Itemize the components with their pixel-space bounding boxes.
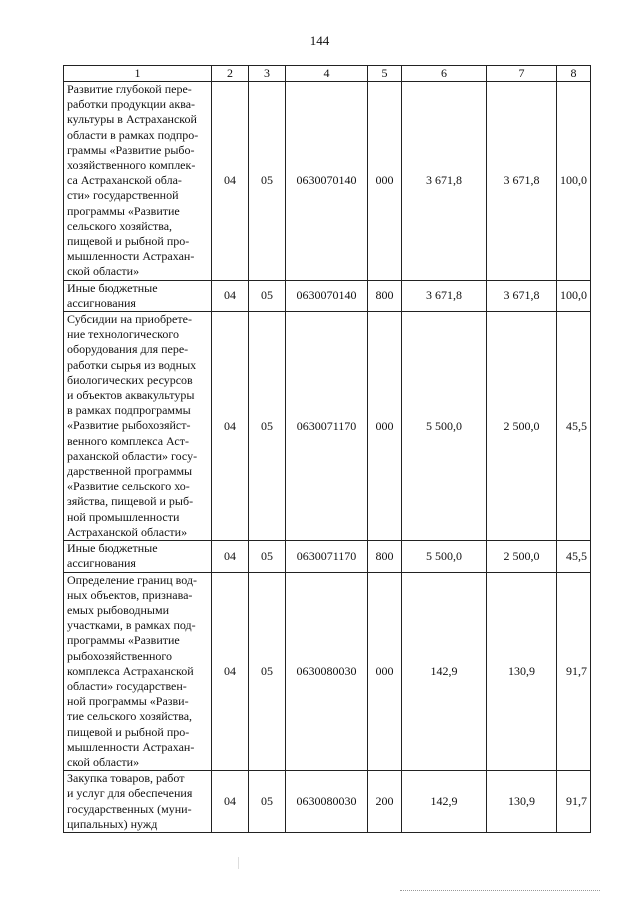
header-col-8: 8: [557, 66, 591, 82]
table-row: [64, 771, 591, 833]
row-executed: 2 500,0: [487, 541, 557, 572]
header-col-7: 7: [487, 66, 557, 82]
header-col-3: 3: [249, 66, 286, 82]
header-col-6: 6: [402, 66, 487, 82]
row-section: 04: [212, 82, 249, 281]
header-col-4: 4: [286, 66, 368, 82]
row-executed: 2 500,0: [487, 312, 557, 541]
row-percent: 91,7: [557, 771, 591, 833]
row-expense-type: 800: [368, 280, 402, 311]
row-executed: 3 671,8: [487, 82, 557, 281]
row-planned: 3 671,8: [402, 82, 487, 281]
row-section: 04: [212, 280, 249, 311]
row-subsection: 05: [249, 312, 286, 541]
header-col-2: 2: [212, 66, 249, 82]
row-planned: 142,9: [402, 771, 487, 833]
budget-table: [63, 65, 591, 833]
page-number: 144: [309, 33, 330, 48]
row-name: Развитие глубокой пере- работки продукции аква- культуры в Астраханской области в рамках подпро- граммы «Развитие рыбо- хозяйственного комплек- са Астраханской обла- сти» государственной программы «Развитие сельского хозяйства, пищевой и рыбной про- мышленности Астрахан- ской области»: [64, 82, 212, 281]
row-percent: 45,5: [557, 312, 591, 541]
row-percent: 91,7: [557, 572, 591, 771]
row-name: Определение границ вод- ных объектов, признава- емых рыбоводными участками, в рамках под- программы «Развитие рыбохозяйственного комплекса Астраханской области» государствен- ной программы «Разви- тие сельского хозяйства, пищевой и рыбной про- мышленности Астрахан- ской области»: [64, 572, 212, 771]
row-name: Иные бюджетные ассигнования: [64, 541, 212, 572]
row-name: Закупка товаров, работ и услуг для обеспечения государственных (муни- ципальных) нужд: [64, 771, 212, 833]
scan-artifact: [238, 857, 239, 869]
table-row: [64, 572, 591, 771]
scan-dotted-line: [400, 890, 600, 891]
row-expense-type: 000: [368, 82, 402, 281]
row-subsection: 05: [249, 541, 286, 572]
header-row: [64, 66, 591, 82]
row-target-article: 0630071170: [286, 541, 368, 572]
row-target-article: 0630071170: [286, 312, 368, 541]
row-subsection: 05: [249, 82, 286, 281]
row-subsection: 05: [249, 280, 286, 311]
row-section: 04: [212, 541, 249, 572]
header-col-1: 1: [64, 66, 212, 82]
table-row: [64, 82, 591, 281]
table-row: [64, 312, 591, 541]
row-section: 04: [212, 771, 249, 833]
row-executed: 130,9: [487, 572, 557, 771]
row-target-article: 0630080030: [286, 572, 368, 771]
row-expense-type: 000: [368, 312, 402, 541]
row-planned: 5 500,0: [402, 541, 487, 572]
row-planned: 5 500,0: [402, 312, 487, 541]
row-subsection: 05: [249, 572, 286, 771]
row-section: 04: [212, 572, 249, 771]
row-subsection: 05: [249, 771, 286, 833]
row-name: Субсидии на приобрете- ние технологического оборудования для пере- работки сырья из водных биологических ресурсов и объектов аквакультуры в рамках подпрограммы «Развитие рыбохозяйст- венного комплекса Аст- раханской области» госу- дарственной программы «Развитие сельского хо- зяйства, пищевой и рыб- ной промышленности Астраханской области»: [64, 312, 212, 541]
header-col-5: 5: [368, 66, 402, 82]
row-executed: 3 671,8: [487, 280, 557, 311]
row-percent: 100,0: [557, 82, 591, 281]
row-target-article: 0630070140: [286, 82, 368, 281]
row-expense-type: 200: [368, 771, 402, 833]
row-name: Иные бюджетные ассигнования: [64, 280, 212, 311]
table-row: [64, 280, 591, 311]
row-expense-type: 000: [368, 572, 402, 771]
row-executed: 130,9: [487, 771, 557, 833]
table-row: [64, 541, 591, 572]
row-target-article: 0630070140: [286, 280, 368, 311]
row-expense-type: 800: [368, 541, 402, 572]
row-planned: 3 671,8: [402, 280, 487, 311]
row-planned: 142,9: [402, 572, 487, 771]
row-target-article: 0630080030: [286, 771, 368, 833]
row-percent: 100,0: [557, 280, 591, 311]
row-percent: 45,5: [557, 541, 591, 572]
row-section: 04: [212, 312, 249, 541]
